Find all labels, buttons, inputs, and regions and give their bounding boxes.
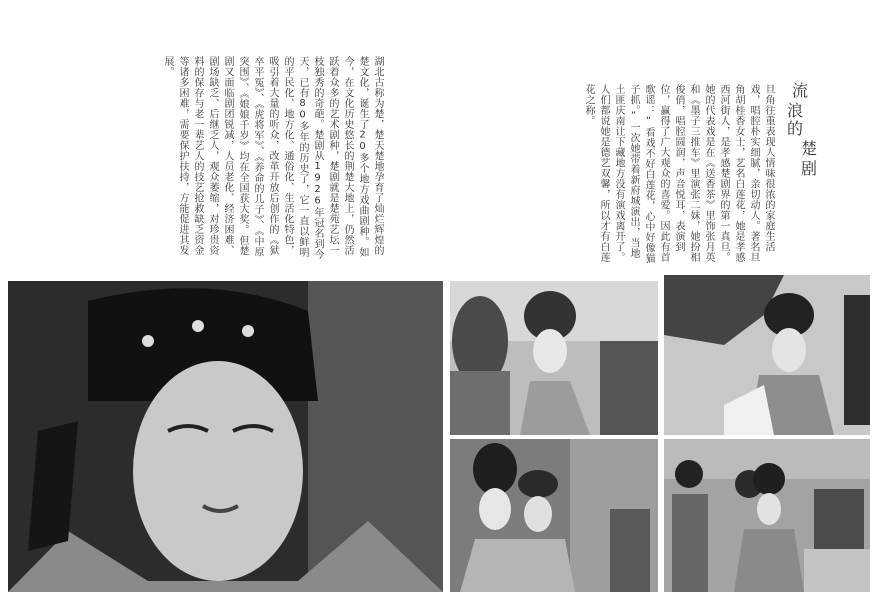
title-char-1: 流 — [791, 81, 808, 100]
opera-performer-closeup-photo — [8, 281, 443, 592]
title-char-3: 楚 — [801, 139, 818, 158]
paragraph: 旦角往重表现人情味很浓的家庭生活戏，唱腔朴实细腻，亲切动人。著名旦角胡桂香女士，艺名白莲花，她是孝感西河街人，是孝感楚剧界的第一真旦。她的代表戏是在《送香茶》里饰张月英和《墨子三推车》里演张二妹，她扮相俊俏，唱腔圆润，声音悦耳，表演到位，赢得了广大观众的喜爱。因此有首歌谣：“看戏不好白莲花，心中好像猫子抓。”一次她带着新府城演出，当地土匪庆南让下藏地方没有演戏离开了。人们都说她是德艺双馨，所以才有白莲花之称。 — [583, 84, 774, 264]
opera-performer-outdoor-photo — [664, 275, 870, 435]
article-title — [787, 81, 818, 178]
article-text-right — [526, 84, 776, 266]
title-char-2: 浪的 — [787, 101, 804, 138]
title-char-4: 剧 — [801, 159, 818, 178]
paragraph: 湖北古称为楚，楚天楚地孕育了灿烂辉煌的楚文化，诞生了20多个地方戏曲剧种。如今，在文化历史悠长的荆楚大地上，仍然活跃着众多的艺术剧种，楚剧就是楚苑艺坛一枝独秀的奇葩。楚剧从1926年冠名到今天，已有80多年的历史了，它一直以鲜明的平民化、地方化、通俗化、生活化特色，吸引着大量的听众，改革开放后创作的《狱卒平冤》、《虎将军》、《养命的儿子》、《中原突围》、《娘娘千岁》均在全国获大奖。但楚剧又面临剧团锐减，人员老化、经济困难、剧场缺乏、后继乏人，观众萎缩，对珍贵资料的保存与老一辈艺人的技艺抢救缺乏资金等诸多困难，需要保护扶持，方能促进其发展。 — [162, 56, 383, 260]
opera-two-actresses-photo — [450, 439, 658, 592]
opera-troupe-street-photo — [664, 439, 870, 592]
opera-performers-stage-photo — [450, 281, 658, 435]
article-text-left — [99, 56, 385, 264]
